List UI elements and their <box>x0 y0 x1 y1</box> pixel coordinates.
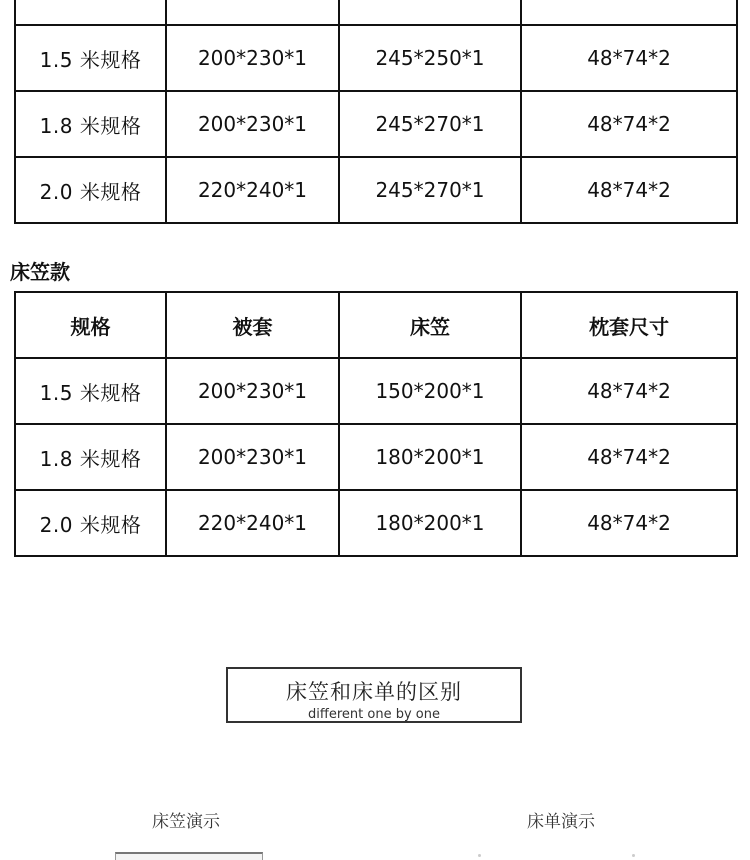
table-header-row-cropped <box>15 0 737 25</box>
fitted-sheet-cell: 180*200*1 <box>339 424 521 490</box>
pillowcase-cell: 48*74*2 <box>521 25 737 91</box>
difference-title: 床笠和床单的区别 <box>286 680 462 704</box>
spec-cell: 1.8 米规格 <box>15 424 166 490</box>
header-fitted-sheet: 床笠 <box>339 292 521 358</box>
spec-cell: 2.0 米规格 <box>15 157 166 223</box>
table-header-row <box>15 292 737 358</box>
fitted-sheet-cell: 150*200*1 <box>339 358 521 424</box>
pillowcase-cell: 48*74*2 <box>521 424 737 490</box>
flat-sheet-demo-label: 床单演示 <box>527 812 595 832</box>
header-duvet-cover: 被套 <box>166 292 339 358</box>
pillowcase-cell: 48*74*2 <box>521 91 737 157</box>
pillowcase-cell: 48*74*2 <box>521 490 737 556</box>
bed-sheet-cell: 245*250*1 <box>339 25 521 91</box>
difference-subtitle: different one by one <box>308 707 440 722</box>
table-row <box>15 91 737 157</box>
duvet-cover-cell: 200*230*1 <box>166 358 339 424</box>
bed-sheet-cell: 245*270*1 <box>339 157 521 223</box>
fitted-sheet-demo-label: 床笠演示 <box>152 812 220 832</box>
pillowcase-cell: 48*74*2 <box>521 358 737 424</box>
spec-cell: 2.0 米规格 <box>15 490 166 556</box>
flat-sheet-size-table <box>14 0 738 224</box>
duvet-cover-cell: 200*230*1 <box>166 25 339 91</box>
table-row <box>15 490 737 556</box>
table-row <box>15 424 737 490</box>
header-pillowcase: 枕套尺寸 <box>521 292 737 358</box>
spec-cell: 1.8 米规格 <box>15 91 166 157</box>
fitted-sheet-cell: 180*200*1 <box>339 490 521 556</box>
fitted-sheet-size-table <box>14 291 738 557</box>
table-row <box>15 157 737 223</box>
header-spec: 规格 <box>15 292 166 358</box>
bed-sheet-cell: 245*270*1 <box>339 91 521 157</box>
duvet-cover-cell: 200*230*1 <box>166 91 339 157</box>
spec-cell: 1.5 米规格 <box>15 358 166 424</box>
duvet-cover-cell: 220*240*1 <box>166 490 339 556</box>
difference-heading-box <box>226 667 522 723</box>
pillowcase-cell: 48*74*2 <box>521 157 737 223</box>
duvet-cover-cell: 220*240*1 <box>166 157 339 223</box>
fitted-sheet-demo-image <box>115 852 263 860</box>
table-row <box>15 25 737 91</box>
spec-cell: 1.5 米规格 <box>15 25 166 91</box>
duvet-cover-cell: 200*230*1 <box>166 424 339 490</box>
table-row <box>15 358 737 424</box>
fitted-sheet-section-label: 床笠款 <box>10 260 70 284</box>
